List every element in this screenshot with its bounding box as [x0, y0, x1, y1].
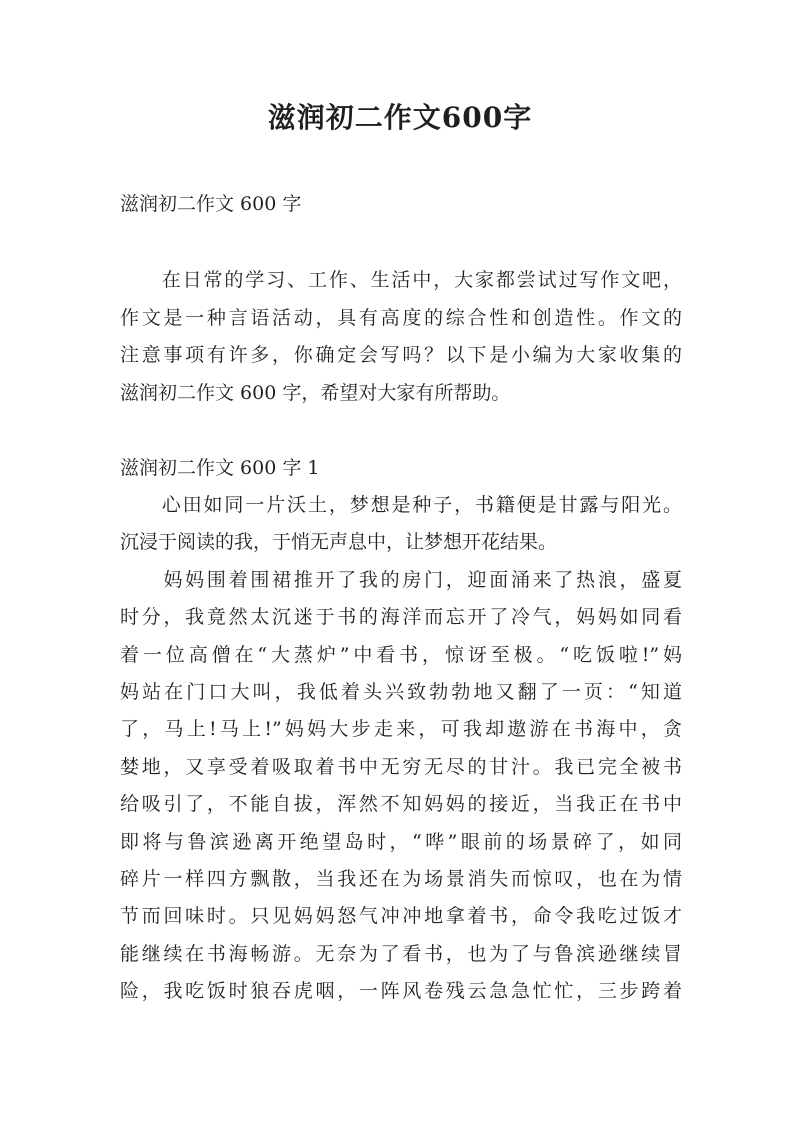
essay-body [120, 487, 682, 1011]
intro-line: 注意事项有许多，你确定会写吗？以下是小编为大家收集的 [120, 344, 682, 366]
essay-line: 碎片一样四方飘散，当我还在为场景消失而惊叹，也在为情 [120, 868, 682, 891]
intro-paragraph [120, 262, 682, 412]
essay-line: 即将与鲁滨逊离开绝望岛时，“哗”眼前的场景碎了，如同 [120, 830, 682, 853]
document-title: 滋润初二作文600字 [267, 101, 533, 134]
essay-line: 险，我吃饭时狼吞虎咽，一阵风卷残云急急忙忙，三步跨着 [120, 980, 682, 1003]
essay-line: 时分，我竟然太沉迷于书的海洋而忘开了冷气，妈妈如同看 [120, 606, 682, 629]
essay-line: 节而回味时。只见妈妈怒气冲冲地拿着书，命令我吃过饭才 [120, 905, 682, 928]
essay-heading: 滋润初二作文 600 字 1 [120, 457, 320, 479]
essay-line: 婪地，又享受着吸取着书中无穷无尽的甘汁。我已完全被书 [120, 755, 682, 778]
essay-line: 着一位高僧在“大蒸炉”中看书，惊讶至极。“吃饭啦!”妈 [120, 643, 682, 666]
essay-line: 能继续在书海畅游。无奈为了看书，也为了与鲁滨逊继续冒 [120, 942, 682, 965]
intro-line: 在日常的学习、工作、生活中，大家都尝试过写作文吧， [120, 269, 682, 291]
document-subtitle: 滋润初二作文 600 字 [120, 193, 302, 215]
essay-line: 心田如同一片沃土，梦想是种子，书籍便是甘露与阳光。 [120, 494, 682, 516]
essay-line: 了，马上!马上!”妈妈大步走来，可我却遨游在书海中，贪 [120, 718, 682, 741]
essay-line: 沉浸于阅读的我，于悄无声息中，让梦想开花结果。 [120, 531, 558, 554]
essay-line: 妈站在门口大叫，我低着头兴致勃勃地又翻了一页：“知道 [120, 681, 682, 704]
essay-line: 给吸引了，不能自拔，浑然不知妈妈的接近，当我正在书中 [120, 793, 682, 816]
intro-line: 作文是一种言语活动，具有高度的综合性和创造性。作文的 [120, 306, 682, 329]
essay-line: 妈妈围着围裙推开了我的房门，迎面涌来了热浪，盛夏 [120, 568, 682, 591]
intro-line: 滋润初二作文 600 字，希望对大家有所帮助。 [120, 381, 511, 404]
